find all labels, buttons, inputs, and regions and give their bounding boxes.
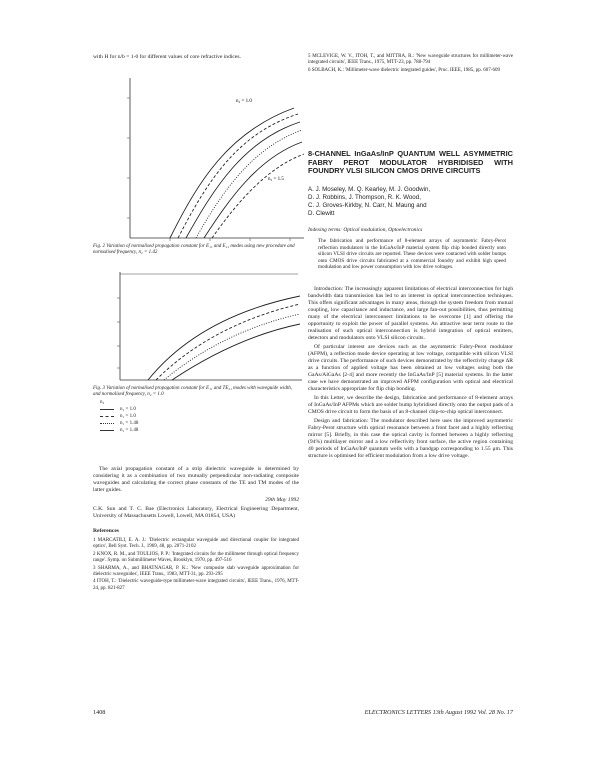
figure-2-plot [118, 72, 308, 244]
journal-footer: ELECTRONICS LETTERS 13th August 1992 Vol. 28 No. 17 [364, 709, 513, 716]
page-number: 1408 [93, 709, 106, 716]
reference-item: 5 MCLEVIGE, W. V., ITOH, T., and MITTRA, R.: 'New waveguide structures for millimeter-wave integrated circuits', IEEE Trans., 1975, MTT-23, pp. 788-794 [308, 54, 513, 66]
article-title: 8-CHANNEL InGaAs/InP QUANTUM WELL ASYMMETRIC FABRY PEROT MODULATOR HYBRIDISED WITH FOUNDRY VLSI SILICON CMOS DRIVE CIRCUITS [308, 149, 513, 176]
legend-item: n₁ = 1.48 [100, 420, 200, 427]
reference-item: 2 KNOX, R. M., and TOULIOS, P. P.: 'Integrated circuits for the millimeter through optical frequency range'. Symp. on Submillimeter Waves, Brooklyn, 1970, pp. 497-516 [93, 551, 299, 564]
legend-item: n₁ = 1.48 [100, 427, 200, 434]
reference-item: 3 SHARMA, A., and BHATNAGAR, P. K.: 'New composite slab waveguide approximation for dielectric waveguides', IEEE Trans., 1983, MTT-31, pp. 293-295 [93, 565, 299, 578]
right-body-text: Introduction: The increasingly apparent limitations of electrical interconnection for high bandwidth data transmission has led to an interest in optical interconnection techniques. This offers significant advantages in many areas, through the system freedom from mutual coupling, low capacitance and inductance, and large fan-out possibilities, thus permitting many of the electrical interconnect limitations to be overcome [1] and offering the opportunity to exploit the power of parallel systems. An attractive near term route to the realisation of such optical interconnection is hybrid integration of optical emitters, detectors and modulators onto VLSI silicon circuits. Of particular interest are devices such as the asymmetric Fabry-Perot modulator (AFPM), a reflection mode device operating at low voltage, compatible with silicon VLSI drive circuits. The performance of such devices demonstrated by the reflectivity change ΔR as a function of applied voltage has been obtained at low voltages using both the GaAs/AlGaAs [2-4] and more recently the InGaAs/InP [5] material systems. In the latter case we have demonstrated an improved AFPM configuration with optical and electrical characteristics appropriate for flip chip bonding. In this Letter, we describe the design, fabrication and performance of 8-element arrays of InGaAs/InP AFPMs which are solder bump hybridised directly onto the output pads of a CMOS drive circuit to form the basis of an 8-channel chip-to-chip optical interconnect. Design and fabrication: The modulator described here uses the improved asymmetric Fabry-Perot structure with optical resonance between a front facet and a highly reflecting mirror [5]. Briefly, in this case the optical cavity is formed between a highly reflecting (94%) multilayer mirror and a low reflectivity front surface, the active region containing 40 periods of InGaAs/InP quantum wells with a bandgap corresponding to 1.55 μm. This structure is optimised for efficient modulation from a low drive voltage. [308, 286, 513, 459]
received-date: 29th May 1992 [265, 497, 299, 503]
author-affiliation: C.K. Sun and T. C. Bae (Electronics Laboratory, Electrical Engineering Department, University of Massachusetts Lowell, Lowell, MA 01854, USA) [93, 506, 299, 519]
legend-item: n₁ = 1.0 [100, 413, 200, 420]
figure-3-caption: Fig. 3 Variation of normalised propagation constant for E₁₁ and TE₂₁ modes with waveguide width, and normalised frequency, n₂ = 1.0 [93, 386, 292, 398]
right-references-continued [308, 54, 513, 75]
reference-item: 1 MARCATILI, E. A. J.: 'Dielectric rectangular waveguide and directional coupler for integrated optics', Bell Syst. Tech. J., 1969, 48, pp. 2071-2102 [93, 538, 299, 550]
fig2-label-b: n₂ = 1.5 [268, 177, 284, 182]
abstract: The fabrication and performance of 8-element arrays of asymmetric Fabry-Perot reflection modulators in the InGaAs/InP material system flip chip bonded directly onto silicon VLSI drive circuits are reported. These devices were contacted with solder bumps onto CMOS drive circuits fabricated at a commercial foundry and exhibit high speed modulation and low power consumption with low drive voltages. [318, 238, 506, 271]
left-intro-text: with H for n/b = 1-0 for different values of core refractive indices. [93, 54, 241, 60]
legend-item: n₁ = 1.0 [100, 406, 200, 413]
legend-title: n₂ [100, 400, 105, 405]
left-body-text: The axial propagation constant of a strip dielectric waveguide is determined by considering it as a combination of two mutually perpendicular non-radiating composite waveguides and calculating the correct phase constants of the TE and TM modes of the latter guides. 29th May 1992 C.K. Sun and T. C. Bae (Electronics Laboratory, Electrical Engineering Department, University of Massachusetts Lowell, Lowell, MA 01854, USA) References 1 MARCATILI, E. A. J.: 'Dielectric rectangular waveguide and directional coupler for integrated optics', Bell Syst. Tech. J., 1969, 48, pp. 2071-2102 2 KNOX, R. M., and TOULIOS, P. P.: 'Integrated circuits for the millimeter through optical frequency range'. Symp. on Submillimeter Waves, Brooklyn, 1970, pp. 497-516 3 SHARMA, A., and BHATNAGAR, P. K.: 'New composite slab waveguide approximation for dielectric waveguides', IEEE Trans., 1983, MTT-31, pp. 293-295 4 ITOH, T.: 'Dielectric waveguide-type millimeter-wave integrated circuits', IEEE Trans., 1976, MTT-24, pp. 821-827 [93, 466, 299, 591]
indexing-terms: Indexing terms: Optical modulation, Optoelectronics [308, 227, 423, 233]
reference-item: 4 ITOH, T.: 'Dielectric waveguide-type millimeter-wave integrated circuits', IEEE Trans., 1976, MTT-24, pp. 821-827 [93, 579, 299, 591]
article-authors: A. J. Moseley, M. Q. Kearley, M. J. Goodwin, D. J. Robbins, J. Thompson, R. K. Wood, C. J. Groves-Kirkby, N. Carr, N. Maung and D. Clewitt [308, 186, 431, 217]
figure-3-legend [100, 400, 200, 434]
reference-item: 6 SOLBACH, K.: 'Millimeter-wave dielectric integrated guides', Proc. IEEE, 1985, pp. 607-609 [308, 67, 500, 73]
references-heading: References [93, 528, 119, 534]
figure-2-caption: Fig. 2 Variation of normalised propagation constant for E₁₁ and E₂₁ modes using new procedure and normalised frequency, n₂ = 1.42 [93, 244, 295, 256]
fig2-label-a: n₂ = 1.0 [236, 99, 252, 104]
figure-3-plot [112, 268, 307, 384]
